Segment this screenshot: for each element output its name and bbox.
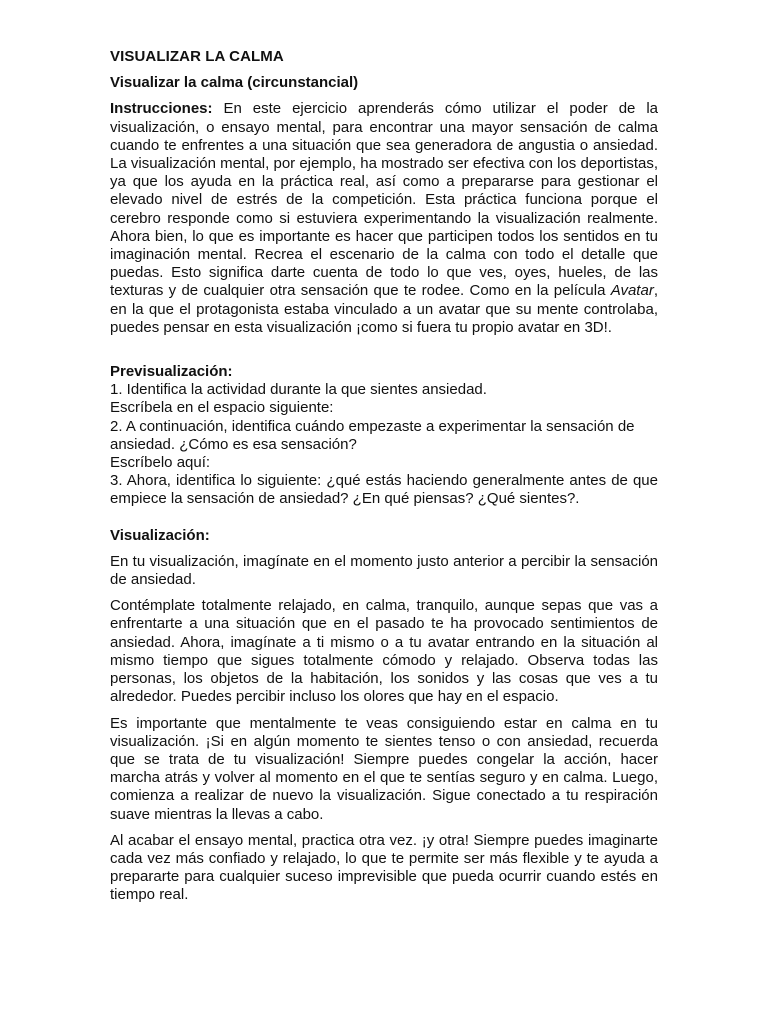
visualizacion-paragraph: Es importante que mentalmente te veas consiguiendo estar en calma en tu visualización. ¡Si en algún momento te sientes tenso o con ansiedad, recuerda que se trata de tu visualización! Siempre puedes congelar la acción, hacer marcha atrás y volver al momento en el que te sentías seguro y en calma. Luego, comienza a realizar de nuevo la visualización. Sigue conectado a tu respiración suave mientras la llevas a cabo. — [110, 714, 658, 823]
previsualizacion-line: Escríbelo aquí: — [110, 454, 211, 472]
document-title: VISUALIZAR LA CALMA — [110, 48, 284, 65]
previsualizacion-line: 2. A continuación, identifica cuándo empezaste a experimentar la sensación de ansiedad. ¿Cómo es esa sensación? — [110, 417, 635, 453]
instructions-label: Instrucciones: — [110, 100, 213, 118]
visualizacion-paragraph: En tu visualización, imagínate en el momento justo anterior a percibir la sensación de ansiedad. — [110, 552, 658, 589]
document-subtitle: Visualizar la calma (circunstancial) — [110, 74, 359, 92]
instructions-italic-title: Avatar — [610, 282, 654, 300]
visualizacion-paragraph: Al acabar el ensayo mental, practica otra vez. ¡y otra! Siempre puedes imaginarte cada vez más confiado y relajado, lo que te permite ser más flexible y te ayuda a prepararte para cualquier suceso imprevisible que pueda ocurrir cuando estés en tiempo real. — [110, 831, 658, 904]
previsualizacion-heading: Previsualización: — [110, 363, 233, 381]
instructions-text-part-1: En este ejercicio aprenderás cómo utilizar el poder de la visualización, o ensayo mental, para encontrar una mayor sensación de calma cuando te enfrentes a una situación que sea generadora de angustia o ansiedad. La visualización mental, por ejemplo, ha mostrado ser efectiva con los deportistas, ya que los ayuda en la práctica real, así como a prepararse para gestionar el elevado nivel de estrés de la competición. Esta práctica funciona porque el cerebro responde como si estuviera experimentando la visualización realmente. Ahora bien, lo que es importante es hacer que participen todos los sentidos en tu imaginación mental. Recrea el escenario de la calma con todo el detalle que puedas. Esto significa darte cuenta de todo lo que ves, oyes, hueles, de las texturas y de cualquier otra sensación que te rodee. Como en la película — [110, 100, 658, 300]
previsualizacion-line: Escríbela en el espacio siguiente: — [110, 399, 334, 417]
document-page — [110, 48, 658, 913]
spacer — [110, 345, 658, 363]
visualizacion-heading: Visualización: — [110, 526, 210, 544]
instructions-text-part-2: , en la que el protagonista estaba vinculado a un avatar que su mente controlaba, puedes pensar en esta visualización ¡como si fuera tu propio avatar en 3D!. — [110, 282, 658, 336]
spacer — [110, 517, 658, 527]
instructions-paragraph — [110, 100, 658, 337]
previsualizacion-line: 1. Identifica la actividad durante la que sientes ansiedad. — [110, 381, 487, 399]
previsualizacion-line: 3. Ahora, identifica lo siguiente: ¿qué estás haciendo generalmente antes de que empiece la sensación de ansiedad? ¿En qué piensas? ¿Qué sientes?. — [110, 472, 658, 508]
visualizacion-paragraph: Contémplate totalmente relajado, en calma, tranquilo, aunque sepas que vas a enfrentarte a una situación que en el pasado te ha provocado sentimientos de ansiedad. Ahora, imagínate a ti mismo o a tu avatar entrando en la situación al mismo tiempo que sigues totalmente cómodo y relajado. Observa todas las personas, los objetos de la habitación, los sonidos y las cosas que ves a tu alrededor. Puedes percibir incluso los olores que hay en el espacio. — [110, 597, 658, 706]
